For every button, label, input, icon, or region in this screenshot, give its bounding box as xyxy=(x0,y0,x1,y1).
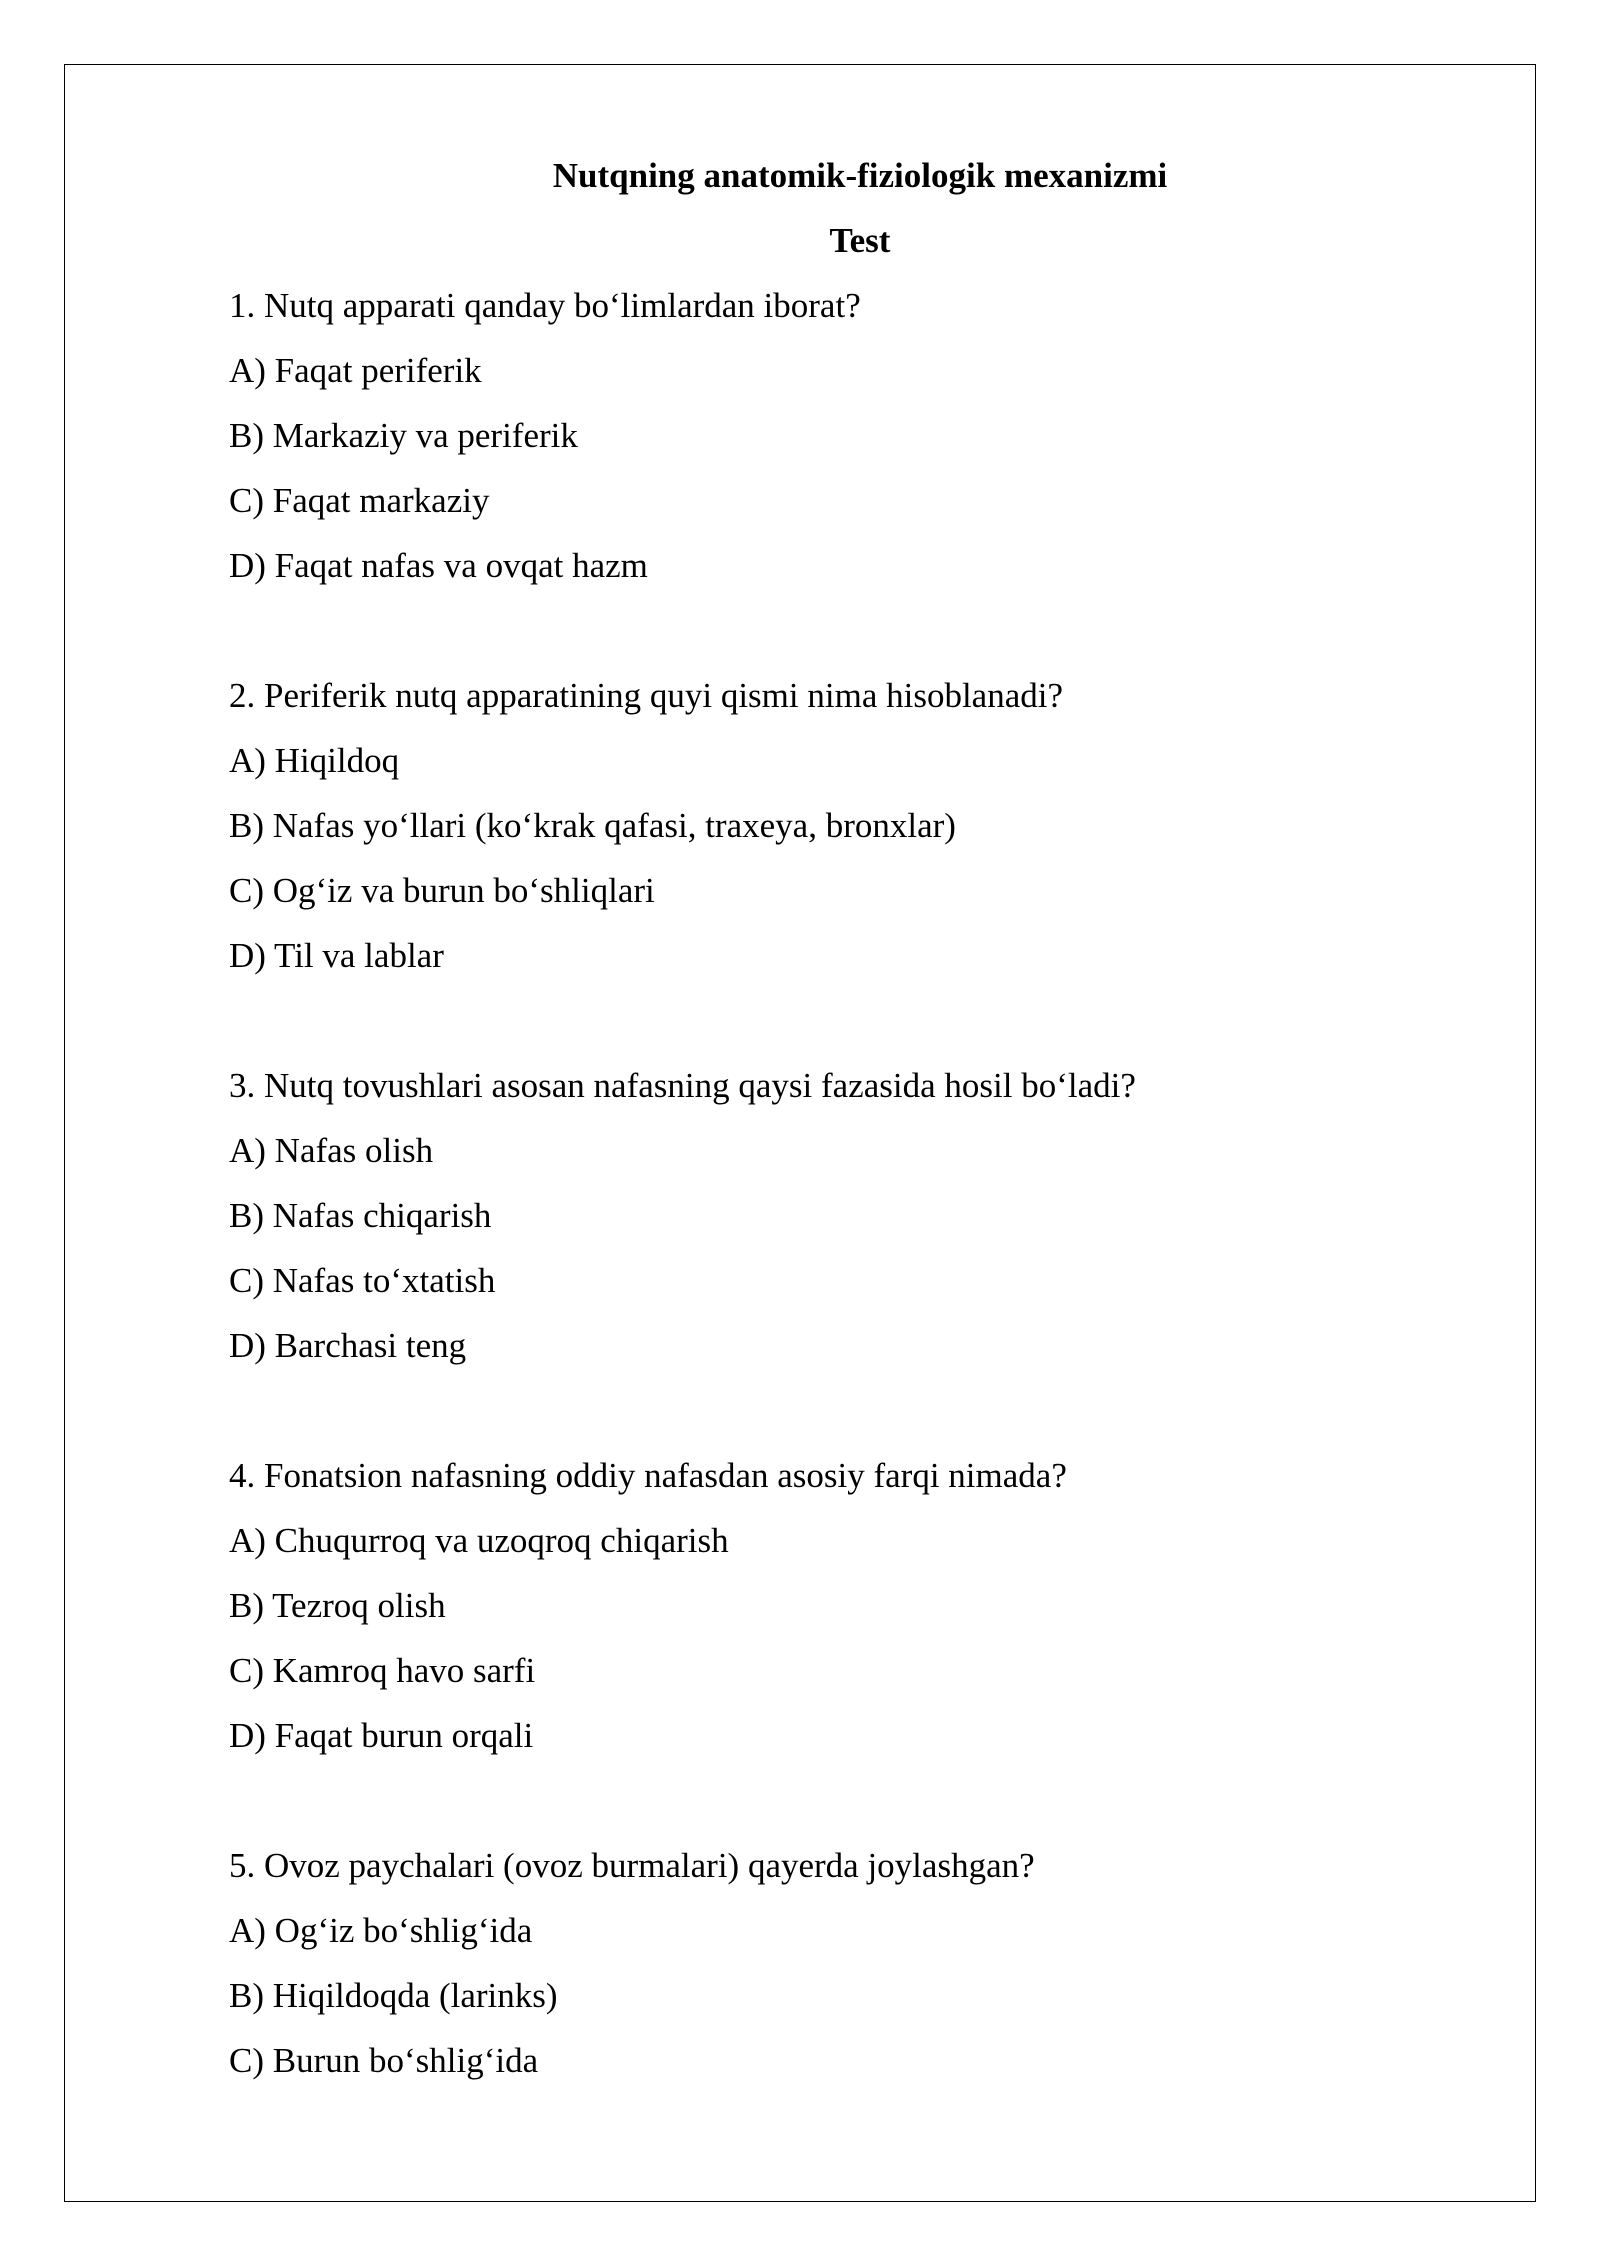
question-1-option-a: A) Faqat periferik xyxy=(229,351,482,390)
question-4-option-a: A) Chuqurroq va uzoqroq chiqarish xyxy=(229,1521,729,1560)
question-3-option-d: D) Barchasi teng xyxy=(229,1326,467,1365)
question-2-text: 2. Periferik nutq apparatining quyi qismi nima hisoblanadi? xyxy=(229,676,1064,715)
question-3-option-a: A) Nafas olish xyxy=(229,1131,434,1170)
question-1-option-d: D) Faqat nafas va ovqat hazm xyxy=(229,546,648,585)
document-title: Nutqning anatomik-fiziologik mexanizmi xyxy=(552,156,1168,195)
question-2-option-d: D) Til va lablar xyxy=(229,936,444,975)
question-2-option-c: C) Og‘iz va burun bo‘shliqlari xyxy=(229,871,655,910)
question-3-text: 3. Nutq tovushlari asosan nafasning qaysi fazasida hosil bo‘ladi? xyxy=(229,1066,1136,1105)
question-2-option-b: B) Nafas yo‘llari (ko‘krak qafasi, traxeya, bronxlar) xyxy=(229,806,956,845)
question-1-option-c: C) Faqat markaziy xyxy=(229,481,490,520)
question-1-option-b: B) Markaziy va periferik xyxy=(229,416,578,455)
question-2-option-a: A) Hiqildoq xyxy=(229,741,400,780)
question-1-text: 1. Nutq apparati qanday bo‘limlardan iborat? xyxy=(229,286,861,325)
question-4-option-b: B) Tezroq olish xyxy=(229,1586,446,1625)
question-5-text: 5. Ovoz paychalari (ovoz burmalari) qayerda joylashgan? xyxy=(229,1846,1035,1885)
question-4-option-d: D) Faqat burun orqali xyxy=(229,1716,534,1755)
document-subtitle: Test xyxy=(829,221,891,260)
question-5-option-b: B) Hiqildoqda (larinks) xyxy=(229,1976,558,2015)
question-5-option-c: C) Burun bo‘shlig‘ida xyxy=(229,2041,539,2080)
question-3-option-c: C) Nafas to‘xtatish xyxy=(229,1261,496,1300)
question-3-option-b: B) Nafas chiqarish xyxy=(229,1196,492,1235)
question-5-option-a: A) Og‘iz bo‘shlig‘ida xyxy=(229,1911,533,1950)
question-4-option-c: C) Kamroq havo sarfi xyxy=(229,1651,536,1690)
question-4-text: 4. Fonatsion nafasning oddiy nafasdan asosiy farqi nimada? xyxy=(229,1456,1067,1495)
